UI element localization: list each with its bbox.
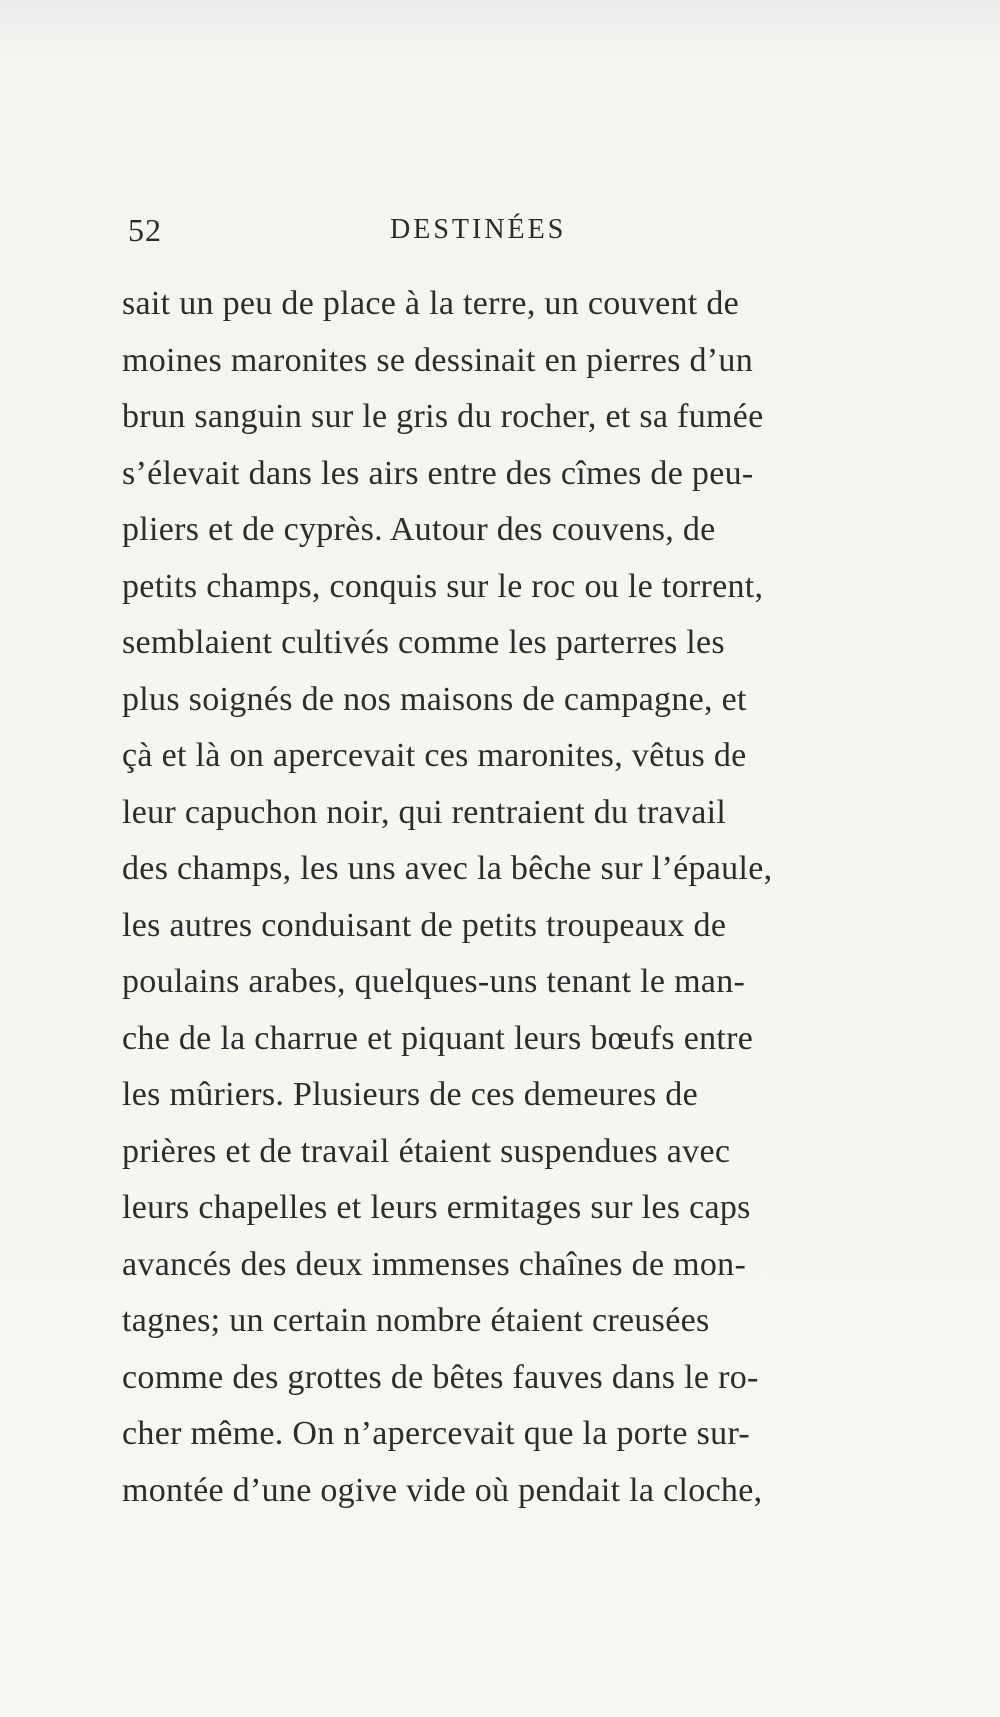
- text-line: poulains arabes, quelques-uns tenant le man-: [122, 963, 746, 1000]
- text-line: semblaient cultivés comme les parterres les: [122, 624, 725, 661]
- text-line: les mûriers. Plusieurs de ces demeures de: [122, 1076, 698, 1113]
- text-line: plus soignés de nos maisons de campagne, et: [122, 680, 747, 718]
- text-line: leurs chapelles et leurs ermitages sur les caps: [122, 1189, 751, 1226]
- text-line: comme des grottes de bêtes fauves dans le ro-: [122, 1358, 759, 1396]
- text-line: petits champs, conquis sur le roc ou le torrent,: [122, 567, 764, 605]
- text-line: prières et de travail étaient suspendues avec: [122, 1132, 731, 1170]
- text-line: des champs, les uns avec la bêche sur l’épaule,: [122, 850, 773, 887]
- text-line: avancés des deux immenses chaînes de mon-: [122, 1245, 747, 1283]
- text-line: les autres conduisant de petits troupeaux de: [122, 906, 727, 944]
- text-line: tagnes; un certain nombre étaient creusées: [122, 1302, 710, 1339]
- text-line: leur capuchon noir, qui rentraient du travail: [122, 793, 727, 831]
- text-line: che de la charrue et piquant leurs bœufs entre: [122, 1019, 754, 1057]
- text-line: montée d’une ogive vide où pendait la cloche,: [122, 1471, 763, 1509]
- body-text: [122, 276, 842, 1519]
- text-line: cher même. On n’apercevait que la porte sur-: [122, 1415, 751, 1452]
- page-number: 52: [128, 212, 162, 248]
- text-line: pliers et de cyprès. Autour des couvens, de: [122, 511, 716, 548]
- text-line: s’élevait dans les airs entre des cîmes de peu-: [122, 454, 754, 492]
- text-line: moines maronites se dessinait en pierres d’un: [122, 341, 754, 379]
- text-line: sait un peu de place à la terre, un couvent de: [122, 285, 740, 322]
- text-line: brun sanguin sur le gris du rocher, et sa fumée: [122, 398, 764, 435]
- text-line: çà et là on apercevait ces maronites, vêtus de: [122, 737, 747, 774]
- page-header: [128, 212, 828, 262]
- running-title: DESTINÉES: [390, 214, 567, 245]
